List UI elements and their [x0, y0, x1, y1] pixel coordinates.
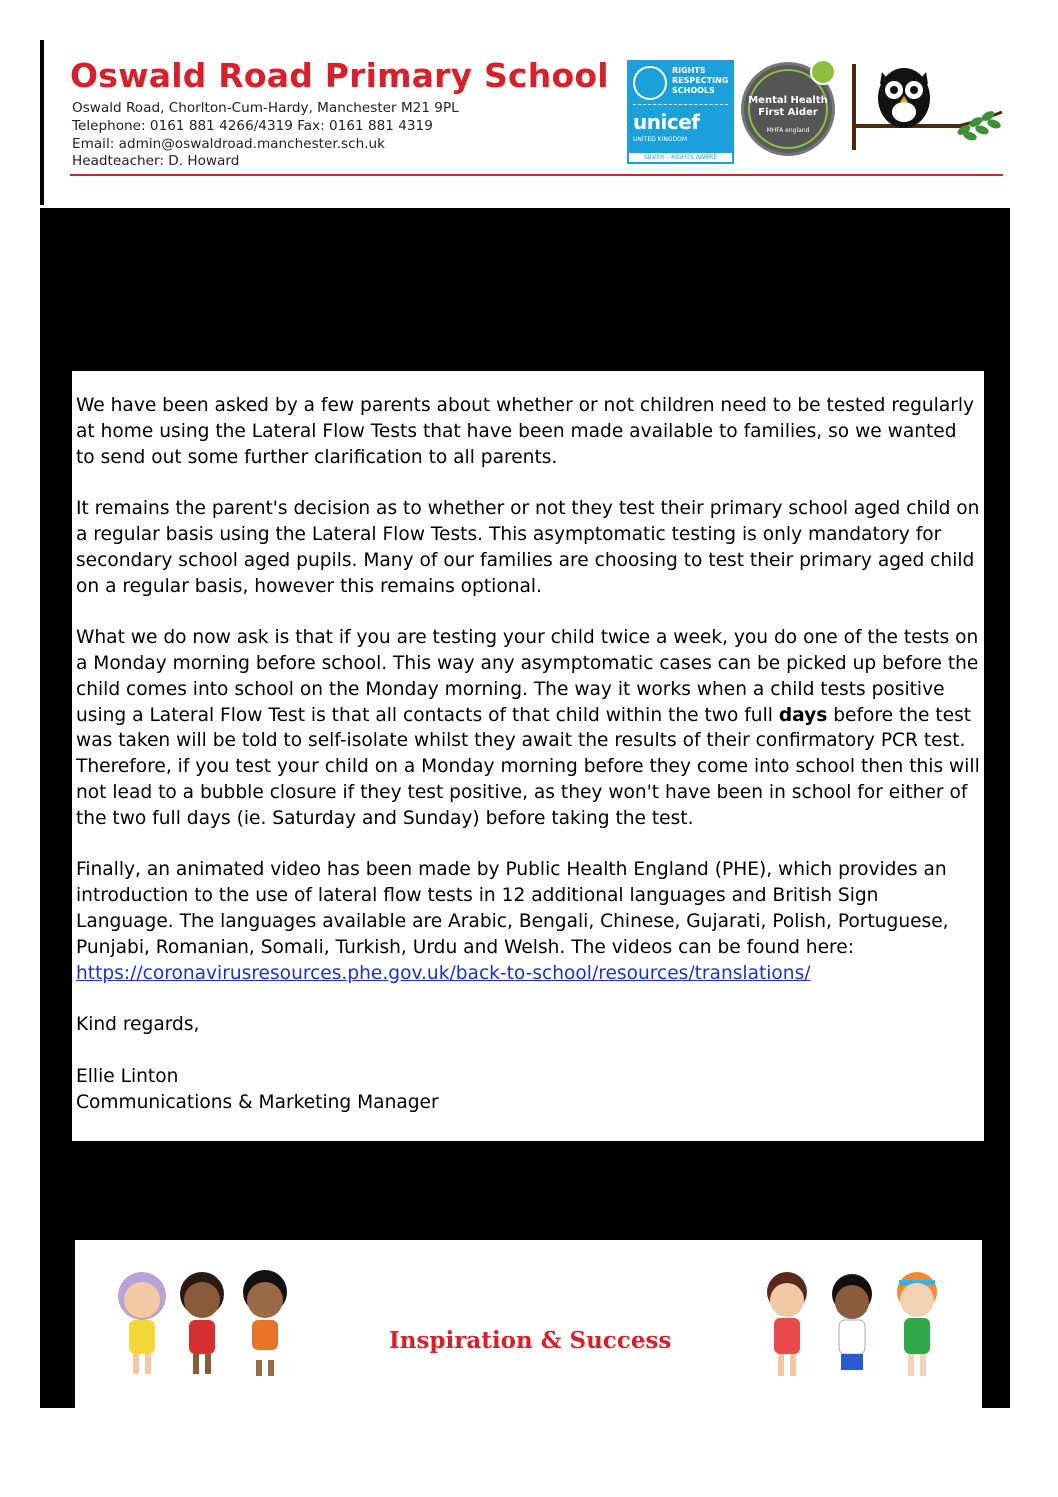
header-divider: [70, 174, 1003, 176]
footer-banner: [75, 1240, 982, 1408]
letter-body: [72, 371, 984, 1141]
paragraph-monday-testing: [76, 625, 980, 831]
badge-divider: [633, 104, 728, 105]
school-tagline: Inspiration & Success: [389, 1327, 672, 1354]
school-email: Email: admin@oswaldroad.manchester.sch.uk: [72, 136, 386, 152]
unicef-logo-text: unicef: [633, 110, 700, 134]
school-name: Oswald Road Primary School: [70, 56, 609, 95]
school-phone: Telephone: 0161 881 4266/4319 Fax: 0161 881 4319: [72, 118, 433, 134]
signer-name: Ellie Linton: [76, 1065, 179, 1087]
left-margin-rule: [40, 40, 44, 205]
mhfa-title: Mental Health First Aider: [748, 95, 828, 118]
paragraph-monday-testing-part2: before the test was taken will be told to self-isolate whilst they await the results of their confirmatory PCR test. Therefore, if you test your child on a Monday morning before they come into school then this will not lead to a bubble closure if they test positive, as they won't have been in school for either of the two full days (ie. Saturday and Sunday) before taking the test.: [76, 704, 980, 829]
children-illustration-left: [97, 1264, 312, 1384]
bold-days: days: [778, 704, 828, 726]
unicef-award-level: SILVER – RIGHTS AWARE: [629, 153, 732, 162]
unicef-globe-icon: [633, 66, 667, 100]
headteacher: Headteacher: D. Howard: [72, 153, 240, 169]
children-illustration-right: [747, 1266, 965, 1388]
school-address: Oswald Road, Chorlton-Cum-Hardy, Manchester M21 9PL: [72, 100, 459, 116]
owl-logo-icon: [852, 62, 1007, 154]
mhfa-subtitle: MHFA england: [766, 127, 810, 134]
mental-health-first-aider-badge: [741, 62, 835, 156]
translations-link[interactable]: https://coronavirusresources.phe.gov.uk/back-to-school/resources/translations/: [76, 962, 811, 984]
badge-rights-text: RIGHTS RESPECTING SCHOOLS: [672, 66, 729, 95]
paragraph-monday-testing-part1: What we do now ask is that if you are testing your child twice a week, you do one of the tests on a Monday morning before school. This way any asymptomatic cases can be picked up before the child comes into school on the Monday morning. The way it works when a child tests positive using a Lateral Flow Test is that all contacts of that child within the two full: [76, 627, 979, 726]
paragraph-intro: We have been asked by a few parents about whether or not children need to be tested regularly at home using the Lateral Flow Tests that have been made available to families, so we wanted to send out some further clarification to all parents.: [76, 395, 975, 468]
closing: Kind regards,: [76, 1014, 200, 1036]
signer-title: Communications & Marketing Manager: [76, 1091, 439, 1113]
unicef-country: UNITED KINGDOM: [633, 136, 687, 143]
mhfa-leaf-icon: [810, 59, 836, 85]
paragraph-parent-decision: It remains the parent's decision as to whether or not they test their primary school aged child on a regular basis using the Lateral Flow Tests. This asymptomatic testing is only mandatory for secondary school aged pupils. Many of our families are choosing to test their primary aged child on a regular basis, however this remains optional.: [76, 498, 980, 597]
paragraph-phe-video-text: Finally, an animated video has been made by Public Health England (PHE), which provides an introduction to the use of lateral flow tests in 12 additional languages and British Sign Language. The languages available are Arabic, Bengali, Chinese, Gujarati, Polish, Portuguese, Punjabi, Romanian, Somali, Turkish, Urdu and Welsh. The videos can be found here:: [76, 859, 949, 958]
paragraph-phe-video: [76, 857, 980, 986]
unicef-rights-respecting-badge: [627, 60, 734, 164]
